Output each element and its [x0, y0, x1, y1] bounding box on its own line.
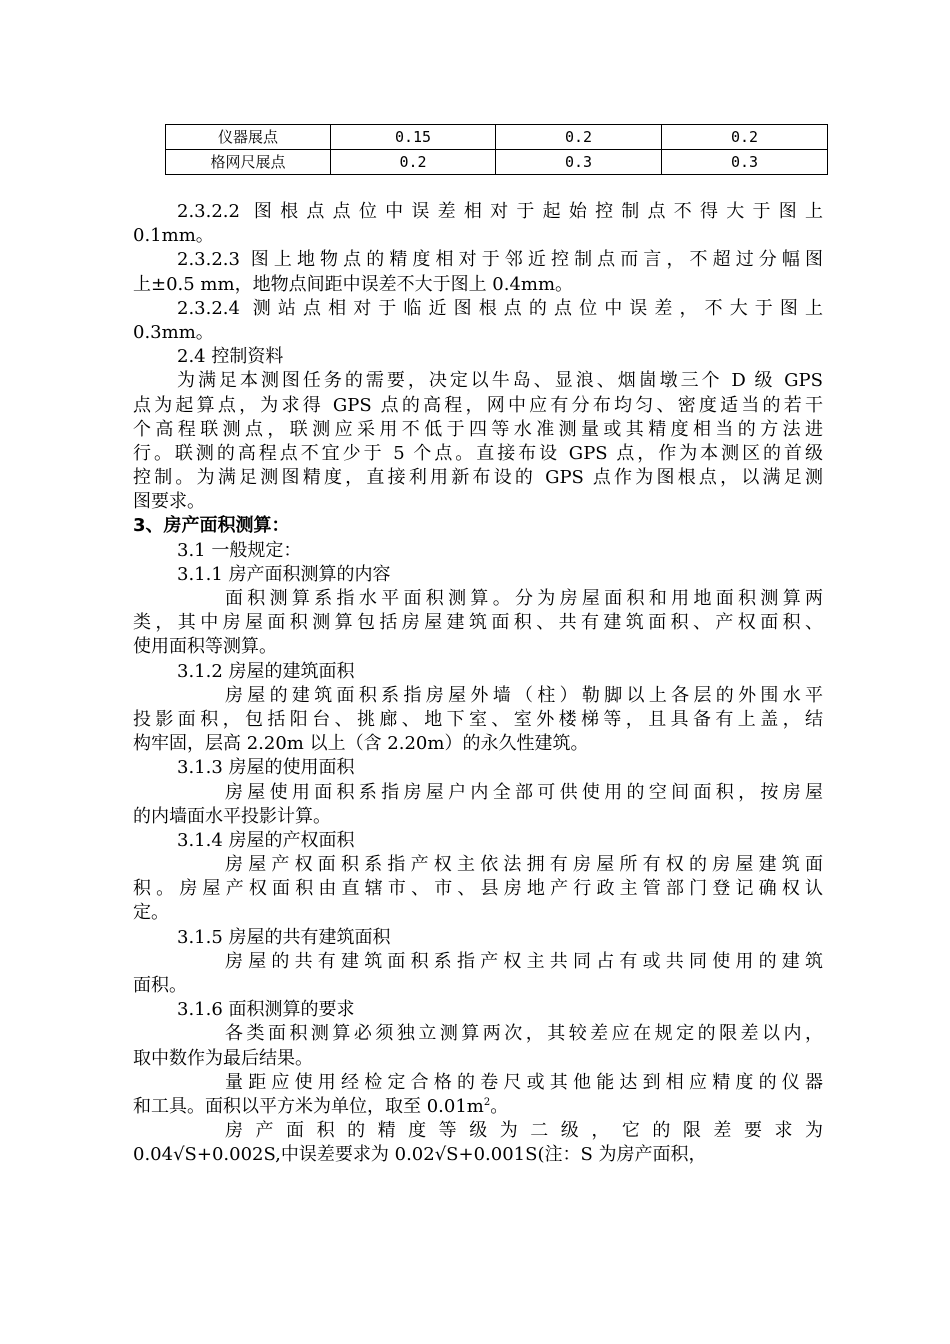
text-line: 点为起算点，为求得 GPS 点的高程，网中应有分布均匀、密度适当的若干 [133, 394, 823, 416]
text-line: 上±0.5 mm，地物点间距中误差不大于图上 0.4mm。 [133, 273, 574, 295]
precision-table [165, 124, 828, 175]
text-line: 个高程联测点，联测应采用不低于四等水准测量或其精度相当的方法进 [133, 418, 823, 440]
text-line: 0.1mm。 [133, 225, 214, 247]
formula-line: 0.04√S+0.002S,中误差要求为 0.02√S+0.001S(注：S 为房产面积， [133, 1144, 707, 1166]
table-cell: 0.15 [331, 125, 496, 150]
section-heading: 3.1.4 房屋的产权面积 [177, 829, 355, 851]
table-row [166, 125, 828, 150]
text-line: 0.3mm。 [133, 321, 214, 343]
table-cell: 0.2 [496, 125, 662, 150]
text-line: 房屋的建筑面积系指房屋外墙（柱）勒脚以上各层的外围水平 [225, 684, 823, 706]
document-body [133, 200, 823, 1168]
table-cell: 0.2 [331, 150, 496, 175]
text-line: 房屋使用面积系指房屋户内全部可供使用的空间面积，按房屋 [225, 781, 823, 803]
text-line: 房屋产权面积系指产权主依法拥有房屋所有权的房屋建筑面 [225, 854, 823, 876]
text-line: 各类面积测算必须独立测算两次，其较差应在规定的限差以内， [225, 1023, 823, 1045]
text-line: 房屋的共有建筑面积系指产权主共同占有或共同使用的建筑 [225, 950, 823, 972]
section-heading: 3.1 一般规定： [177, 539, 302, 561]
text-line: 使用面积等测算。 [133, 636, 277, 658]
section-heading: 3.1.1 房产面积测算的内容 [177, 563, 391, 585]
text-line: 量距应使用经检定合格的卷尺或其他能达到相应精度的仪器 [225, 1071, 823, 1093]
text-line: 类，其中房屋面积测算包括房屋建筑面积、共有建筑面积、产权面积、 [133, 612, 823, 634]
text-line: 图要求。 [133, 491, 205, 513]
text-line: 行。联测的高程点不宜少于 5 个点。直接布设 GPS 点，作为本测区的首级 [133, 442, 823, 464]
section-heading: 3.1.6 面积测算的要求 [177, 999, 355, 1021]
table-row [166, 150, 828, 175]
text-line: 定。 [133, 902, 169, 924]
table-cell: 格网尺展点 [166, 150, 331, 175]
section-heading: 3.1.3 房屋的使用面积 [177, 757, 355, 779]
text-line: 控制。为满足测图精度，直接利用新布设的 GPS 点作为图根点，以满足测 [133, 467, 823, 489]
text-line: 2.3.2.2 图根点点位中误差相对于起始控制点不得大于图上 [177, 201, 823, 222]
text-line: 面积。 [133, 975, 187, 996]
text-fragment: 。 [490, 1095, 509, 1117]
table-cell: 0.2 [662, 125, 828, 150]
table-cell: 仪器展点 [166, 125, 331, 150]
text-line: 2.3.2.3 图上地物点的精度相对于邻近控制点而言，不超过分幅图 [177, 249, 823, 271]
section-heading: 2.4 控制资料 [177, 346, 284, 368]
section-heading: 3.1.2 房屋的建筑面积 [177, 660, 355, 682]
table-cell: 0.3 [662, 150, 828, 175]
table-cell: 0.3 [496, 150, 662, 175]
text-line: 构牢固，层高 2.20m 以上（含 2.20m）的永久性建筑。 [133, 733, 589, 755]
text-line: 2.3.2.4 测站点相对于临近图根点的点位中误差，不大于图上 [177, 297, 823, 319]
text-fragment: 和工具。面积以平方米为单位，取至 0.01m [133, 1095, 484, 1117]
text-line: 为满足本测图任务的需要，决定以牛岛、显浪、烟崮墩三个 D 级 GPS [177, 370, 823, 392]
text-line: 投影面积，包括阳台、挑廊、地下室、室外楼梯等，且具备有上盖，结 [133, 708, 823, 730]
text-line: 积。房屋产权面积由直辖市、市、县房地产行政主管部门登记确权认 [133, 878, 823, 900]
text-line: 的内墙面水平投影计算。 [133, 805, 331, 827]
text-line: 取中数作为最后结果。 [133, 1047, 313, 1069]
section-heading: 3.1.5 房屋的共有建筑面积 [177, 926, 391, 948]
chapter-heading: 3、房产面积测算： [133, 515, 290, 537]
text-line [133, 1095, 823, 1119]
superscript: 2 [483, 1096, 491, 1108]
text-line: 面积测算系指水平面积测算。分为房屋面积和用地面积测算两 [225, 588, 823, 609]
text-line: 房产面积的精度等级为二级，它的限差要求为 [225, 1120, 823, 1142]
